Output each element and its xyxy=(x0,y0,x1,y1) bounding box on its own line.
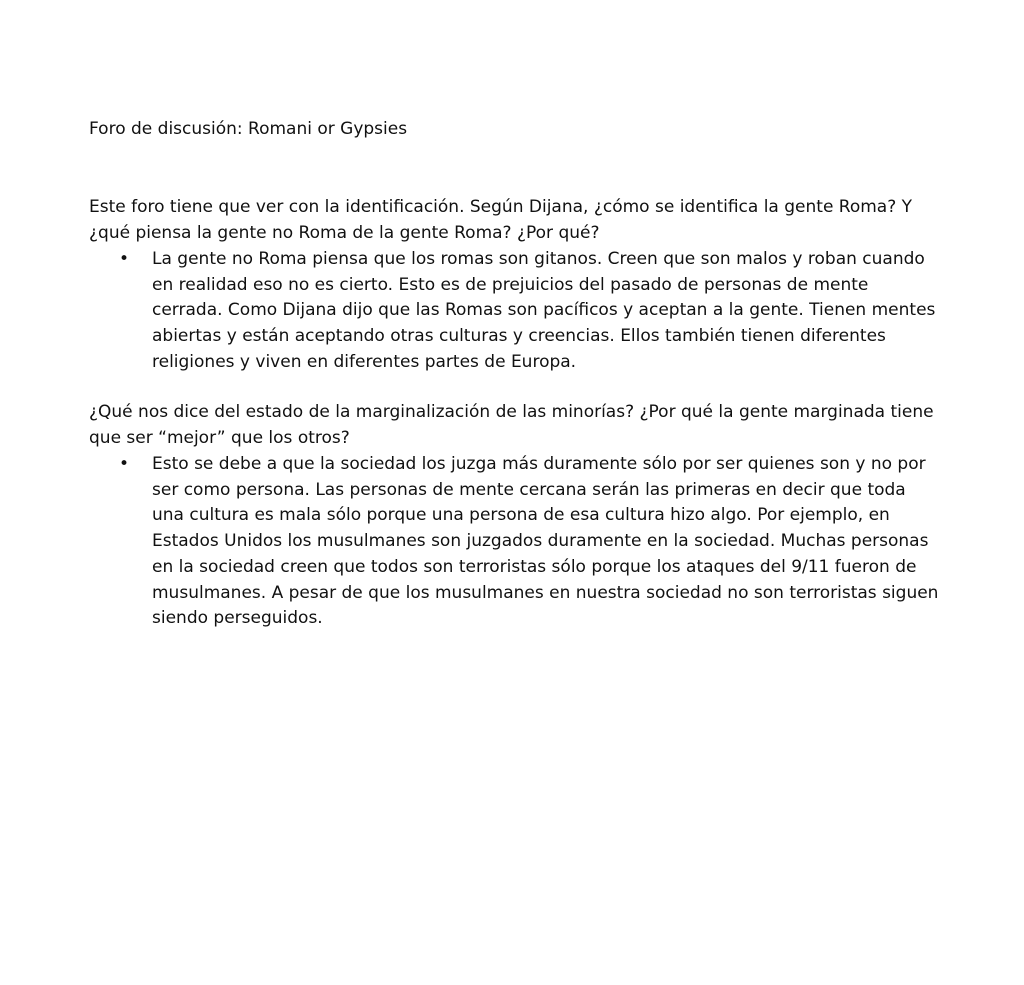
answer-1: La gente no Roma piensa que los romas son gitanos. Creen que son malos y roban cuando en realidad eso no es cierto. Esto es de prejuicios del pasado de personas de mente cerrada. Como Dijana dijo que las Romas son pacíficos y aceptan a la gente. Tienen mentes abiertas y están aceptando otras culturas y creencias. Ellos también tienen diferentes religiones y viven en diferentes partes de Europa. xyxy=(152,249,936,372)
document-title: Foro de discusión: Romani or Gypsies xyxy=(89,119,408,139)
bullet-2: • xyxy=(119,454,130,474)
answer-2: Esto se debe a que la sociedad los juzga más duramente sólo por ser quienes son y no por ser como persona. Las personas de mente cercana serán las primeras en decir que toda una cultura es mala sólo porque una persona de esa cultura hizo algo. Por ejemplo, en Estados Unidos los musulmanes son juzgados duramente en la sociedad. Muchas personas en la sociedad creen que todos son terroristas sólo porque los ataques del 9/11 fueron de musulmanes. A pesar de que los musulmanes en nuestra sociedad no son terroristas siguen siendo perseguidos. xyxy=(152,454,939,629)
question-2: ¿Qué nos dice del estado de la marginalización de las minorías? ¿Por qué la gente marginada tiene que ser “mejor” que los otros? xyxy=(89,402,934,448)
bullet-1: • xyxy=(119,249,130,269)
question-1: Este foro tiene que ver con la identificación. Según Dijana, ¿cómo se identifica la gente Roma? Y ¿qué piensa la gente no Roma de la gente Roma? ¿Por qué? xyxy=(89,197,913,243)
